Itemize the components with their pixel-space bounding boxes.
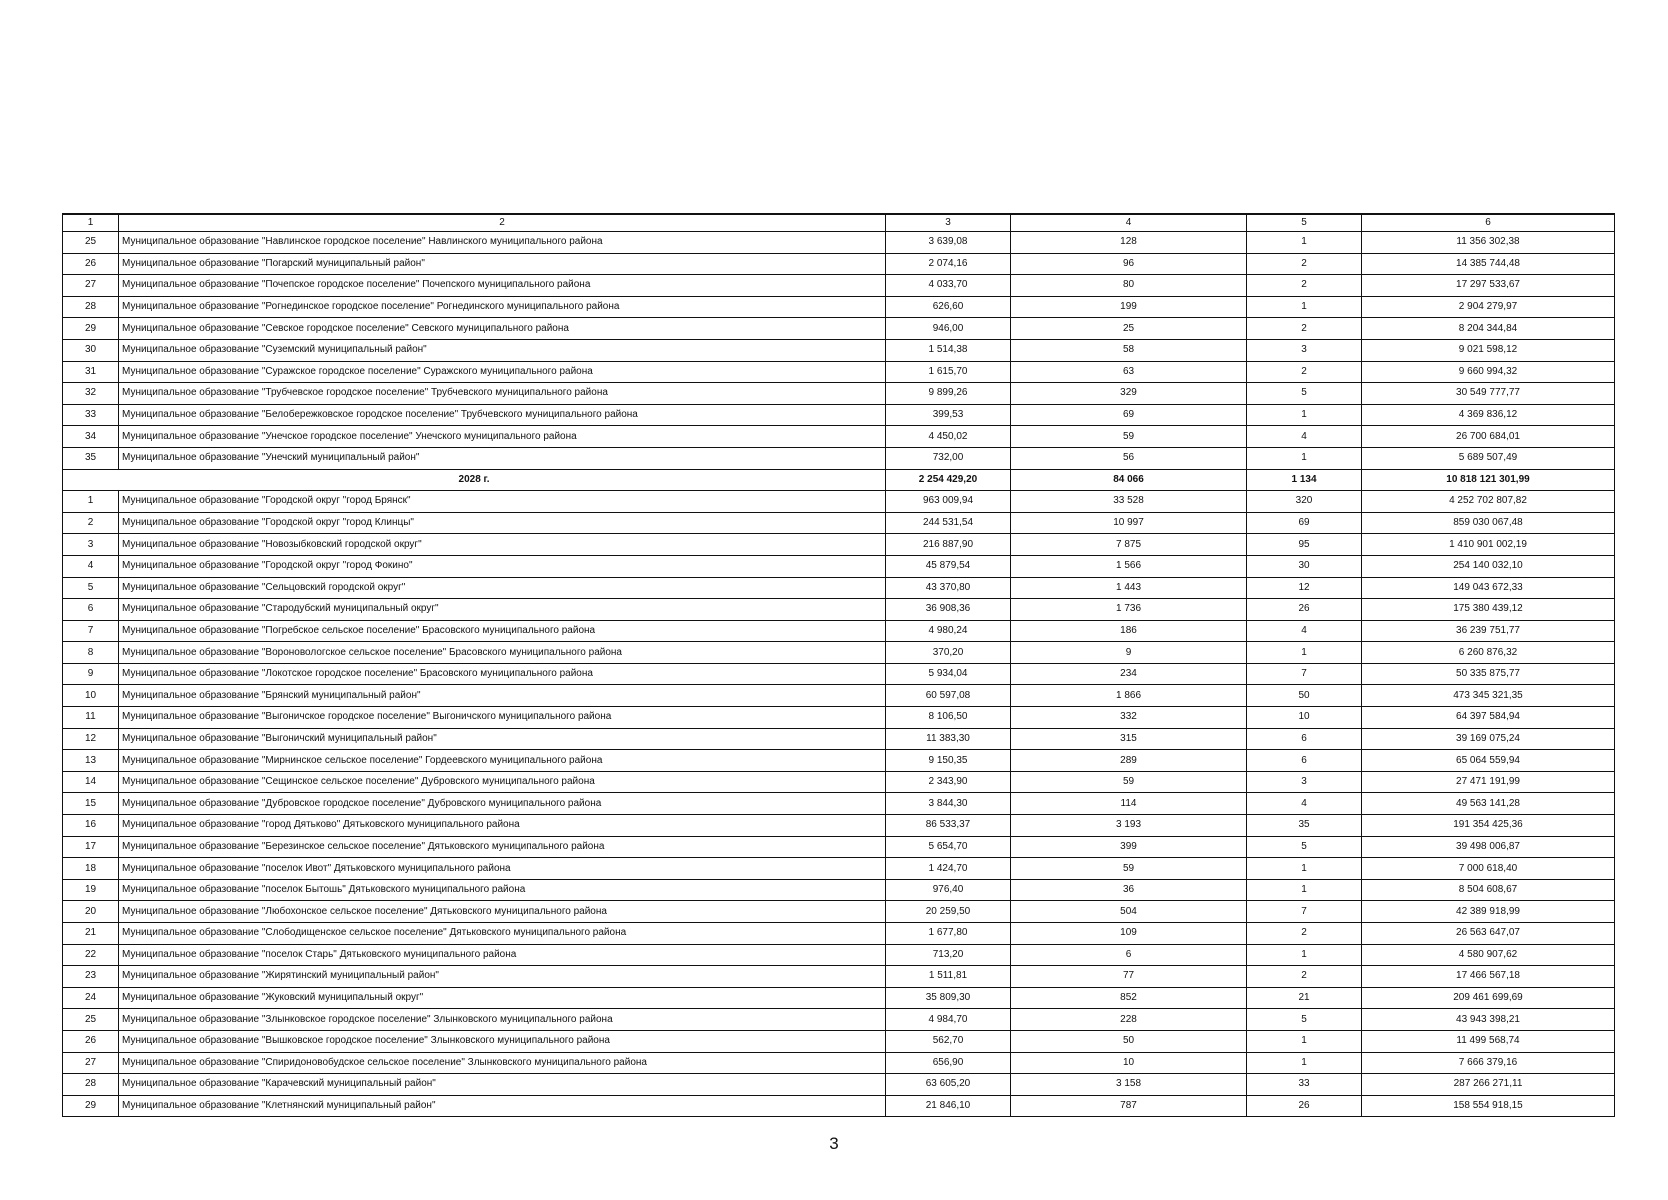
- municipality-name: Муниципальное образование "Белобережковское городское поселение" Трубчевского муниципального района: [119, 404, 886, 426]
- houses-count: 35: [1247, 815, 1362, 837]
- houses-count: 50: [1247, 685, 1362, 707]
- people-count: 3 193: [1011, 815, 1247, 837]
- amount-value: 39 498 006,87: [1362, 836, 1615, 858]
- municipality-name: Муниципальное образование "Жуковский муниципальный округ": [119, 987, 886, 1009]
- municipality-name: Муниципальное образование "Погребское сельское поселение" Брасовского муниципального района: [119, 620, 886, 642]
- row-number: 10: [63, 685, 119, 707]
- table-row: [63, 232, 1615, 254]
- table-row: [63, 836, 1615, 858]
- row-number: 26: [63, 1030, 119, 1052]
- amount-value: 27 471 191,99: [1362, 771, 1615, 793]
- amount-value: 4 580 907,62: [1362, 944, 1615, 966]
- area-value: 399,53: [886, 404, 1011, 426]
- amount-value: 9 660 994,32: [1362, 361, 1615, 383]
- table-row: [63, 1095, 1615, 1117]
- houses-count: 4: [1247, 620, 1362, 642]
- row-number: 11: [63, 707, 119, 729]
- row-number: 7: [63, 620, 119, 642]
- area-value: 946,00: [886, 318, 1011, 340]
- column-header-4: 4: [1011, 214, 1247, 232]
- houses-count: 2: [1247, 923, 1362, 945]
- area-value: 2 074,16: [886, 253, 1011, 275]
- area-value: 9 899,26: [886, 383, 1011, 405]
- area-value: 5 934,04: [886, 663, 1011, 685]
- area-value: 45 879,54: [886, 555, 1011, 577]
- area-value: 4 980,24: [886, 620, 1011, 642]
- houses-count: 2: [1247, 253, 1362, 275]
- area-value: 1 615,70: [886, 361, 1011, 383]
- people-count: 1 443: [1011, 577, 1247, 599]
- people-count: 3 158: [1011, 1074, 1247, 1096]
- people-count: 59: [1011, 858, 1247, 880]
- municipality-name: Муниципальное образование "Выгоничский муниципальный район": [119, 728, 886, 750]
- column-header-6: 6: [1362, 214, 1615, 232]
- table-row: [63, 318, 1615, 340]
- houses-count: 1: [1247, 858, 1362, 880]
- municipality-name: Муниципальное образование "поселок Бытошь" Дятьковского муниципального района: [119, 879, 886, 901]
- row-number: 28: [63, 1074, 119, 1096]
- municipality-name: Муниципальное образование "Березинское сельское поселение" Дятьковского муниципального района: [119, 836, 886, 858]
- amount-value: 26 563 647,07: [1362, 923, 1615, 945]
- column-header-3: 3: [886, 214, 1011, 232]
- area-value: 713,20: [886, 944, 1011, 966]
- total-area: 2 254 429,20: [886, 469, 1011, 491]
- column-header-2: 2: [119, 214, 886, 232]
- people-count: 199: [1011, 296, 1247, 318]
- row-number: 28: [63, 296, 119, 318]
- page-number: 3: [829, 1134, 839, 1153]
- amount-value: 209 461 699,69: [1362, 987, 1615, 1009]
- municipality-name: Муниципальное образование "поселок Старь" Дятьковского муниципального района: [119, 944, 886, 966]
- row-number: 30: [63, 339, 119, 361]
- amount-value: 5 689 507,49: [1362, 447, 1615, 469]
- area-value: 8 106,50: [886, 707, 1011, 729]
- houses-count: 1: [1247, 1052, 1362, 1074]
- table-row: [63, 426, 1615, 448]
- people-count: 289: [1011, 750, 1247, 772]
- table-row: [63, 1074, 1615, 1096]
- municipality-name: Муниципальное образование "Рогнединское городское поселение" Рогнединского муниципального района: [119, 296, 886, 318]
- houses-count: 7: [1247, 901, 1362, 923]
- people-count: 1 736: [1011, 599, 1247, 621]
- table-row: [63, 771, 1615, 793]
- municipality-name: Муниципальное образование "Дубровское городское поселение" Дубровского муниципального района: [119, 793, 886, 815]
- table-row: [63, 599, 1615, 621]
- amount-value: 11 356 302,38: [1362, 232, 1615, 254]
- houses-count: 6: [1247, 728, 1362, 750]
- municipality-name: Муниципальное образование "Новозыбковский городской округ": [119, 534, 886, 556]
- people-count: 10: [1011, 1052, 1247, 1074]
- amount-value: 42 389 918,99: [1362, 901, 1615, 923]
- row-number: 35: [63, 447, 119, 469]
- table-row: [63, 815, 1615, 837]
- municipality-name: Муниципальное образование "Выгоничское городское поселение" Выгоничского муниципального района: [119, 707, 886, 729]
- people-count: 25: [1011, 318, 1247, 340]
- area-value: 4 984,70: [886, 1009, 1011, 1031]
- municipality-name: Муниципальное образование "Севское городское поселение" Севского муниципального района: [119, 318, 886, 340]
- area-value: 732,00: [886, 447, 1011, 469]
- area-value: 1 677,80: [886, 923, 1011, 945]
- row-number: 29: [63, 1095, 119, 1117]
- people-count: 36: [1011, 879, 1247, 901]
- amount-value: 65 064 559,94: [1362, 750, 1615, 772]
- row-number: 16: [63, 815, 119, 837]
- area-value: 562,70: [886, 1030, 1011, 1052]
- area-value: 370,20: [886, 642, 1011, 664]
- houses-count: 1: [1247, 296, 1362, 318]
- municipality-name: Муниципальное образование "Трубчевское городское поселение" Трубчевского муниципального района: [119, 383, 886, 405]
- table-row: [63, 1052, 1615, 1074]
- area-value: 36 908,36: [886, 599, 1011, 621]
- row-number: 25: [63, 232, 119, 254]
- table-row: [63, 966, 1615, 988]
- amount-value: 158 554 918,15: [1362, 1095, 1615, 1117]
- row-number: 33: [63, 404, 119, 426]
- table-row: [63, 944, 1615, 966]
- municipality-name: Муниципальное образование "город Дятьково" Дятьковского муниципального района: [119, 815, 886, 837]
- municipality-name: Муниципальное образование "Слободищенское сельское поселение" Дятьковского муниципального района: [119, 923, 886, 945]
- table-row: [63, 491, 1615, 513]
- municipality-name: Муниципальное образование "Суражское городское поселение" Суражского муниципального района: [119, 361, 886, 383]
- people-count: 63: [1011, 361, 1247, 383]
- row-number: 4: [63, 555, 119, 577]
- total-people: 84 066: [1011, 469, 1247, 491]
- area-value: 4 033,70: [886, 275, 1011, 297]
- table-row: [63, 339, 1615, 361]
- table-row: [63, 253, 1615, 275]
- people-count: 186: [1011, 620, 1247, 642]
- amount-value: 7 666 379,16: [1362, 1052, 1615, 1074]
- municipality-name: Муниципальное образование "Городской округ "город Брянск": [119, 491, 886, 513]
- amount-value: 6 260 876,32: [1362, 642, 1615, 664]
- row-number: 27: [63, 1052, 119, 1074]
- area-value: 43 370,80: [886, 577, 1011, 599]
- table-row: [63, 555, 1615, 577]
- amount-value: 473 345 321,35: [1362, 685, 1615, 707]
- row-number: 2: [63, 512, 119, 534]
- row-number: 27: [63, 275, 119, 297]
- houses-count: 26: [1247, 1095, 1362, 1117]
- row-number: 21: [63, 923, 119, 945]
- amount-value: 43 943 398,21: [1362, 1009, 1615, 1031]
- houses-count: 12: [1247, 577, 1362, 599]
- municipality-name: Муниципальное образование "поселок Ивот" Дятьковского муниципального района: [119, 858, 886, 880]
- people-count: 69: [1011, 404, 1247, 426]
- houses-count: 3: [1247, 339, 1362, 361]
- houses-count: 1: [1247, 642, 1362, 664]
- people-count: 77: [1011, 966, 1247, 988]
- houses-count: 10: [1247, 707, 1362, 729]
- amount-value: 26 700 684,01: [1362, 426, 1615, 448]
- area-value: 3 844,30: [886, 793, 1011, 815]
- table-row: [63, 577, 1615, 599]
- area-value: 20 259,50: [886, 901, 1011, 923]
- houses-count: 1: [1247, 879, 1362, 901]
- houses-count: 5: [1247, 1009, 1362, 1031]
- table-row: [63, 923, 1615, 945]
- people-count: 399: [1011, 836, 1247, 858]
- people-count: 7 875: [1011, 534, 1247, 556]
- amount-value: 149 043 672,33: [1362, 577, 1615, 599]
- row-number: 22: [63, 944, 119, 966]
- table-row: [63, 512, 1615, 534]
- municipality-name: Муниципальное образование "Сельцовский городской округ": [119, 577, 886, 599]
- area-value: 11 383,30: [886, 728, 1011, 750]
- amount-value: 191 354 425,36: [1362, 815, 1615, 837]
- row-number: 6: [63, 599, 119, 621]
- table-row: [63, 620, 1615, 642]
- amount-value: 30 549 777,77: [1362, 383, 1615, 405]
- area-value: 21 846,10: [886, 1095, 1011, 1117]
- table-row: [63, 750, 1615, 772]
- amount-value: 50 335 875,77: [1362, 663, 1615, 685]
- column-header-row: [63, 214, 1615, 232]
- municipality-name: Муниципальное образование "Карачевский муниципальный район": [119, 1074, 886, 1096]
- municipality-name: Муниципальное образование "Суземский муниципальный район": [119, 339, 886, 361]
- people-count: 10 997: [1011, 512, 1247, 534]
- row-number: 25: [63, 1009, 119, 1031]
- table-row: [63, 685, 1615, 707]
- amount-value: 14 385 744,48: [1362, 253, 1615, 275]
- area-value: 976,40: [886, 879, 1011, 901]
- houses-count: 4: [1247, 426, 1362, 448]
- municipality-name: Муниципальное образование "Городской округ "город Клинцы": [119, 512, 886, 534]
- amount-value: 17 466 567,18: [1362, 966, 1615, 988]
- people-count: 50: [1011, 1030, 1247, 1052]
- year-label: 2028 г.: [63, 469, 886, 491]
- row-number: 1: [63, 491, 119, 513]
- people-count: 59: [1011, 771, 1247, 793]
- municipality-name: Муниципальное образование "Клетнянский муниципальный район": [119, 1095, 886, 1117]
- row-number: 5: [63, 577, 119, 599]
- amount-value: 64 397 584,94: [1362, 707, 1615, 729]
- amount-value: 8 504 608,67: [1362, 879, 1615, 901]
- row-number: 17: [63, 836, 119, 858]
- area-value: 244 531,54: [886, 512, 1011, 534]
- amount-value: 2 904 279,97: [1362, 296, 1615, 318]
- houses-count: 95: [1247, 534, 1362, 556]
- amount-value: 49 563 141,28: [1362, 793, 1615, 815]
- area-value: 2 343,90: [886, 771, 1011, 793]
- people-count: 56: [1011, 447, 1247, 469]
- people-count: 1 866: [1011, 685, 1247, 707]
- area-value: 216 887,90: [886, 534, 1011, 556]
- row-number: 8: [63, 642, 119, 664]
- row-number: 24: [63, 987, 119, 1009]
- municipality-name: Муниципальное образование "Спиридоновобудское сельское поселение" Злынковского муниципального района: [119, 1052, 886, 1074]
- row-number: 34: [63, 426, 119, 448]
- row-number: 12: [63, 728, 119, 750]
- total-houses: 1 134: [1247, 469, 1362, 491]
- people-count: 114: [1011, 793, 1247, 815]
- houses-count: 6: [1247, 750, 1362, 772]
- area-value: 35 809,30: [886, 987, 1011, 1009]
- houses-count: 21: [1247, 987, 1362, 1009]
- area-value: 963 009,94: [886, 491, 1011, 513]
- table-row: [63, 383, 1615, 405]
- amount-value: 39 169 075,24: [1362, 728, 1615, 750]
- area-value: 1 424,70: [886, 858, 1011, 880]
- area-value: 4 450,02: [886, 426, 1011, 448]
- houses-count: 5: [1247, 836, 1362, 858]
- amount-value: 859 030 067,48: [1362, 512, 1615, 534]
- houses-count: 2: [1247, 275, 1362, 297]
- area-value: 5 654,70: [886, 836, 1011, 858]
- total-amount: 10 818 121 301,99: [1362, 469, 1615, 491]
- amount-value: 7 000 618,40: [1362, 858, 1615, 880]
- municipality-name: Муниципальное образование "Вороновологское сельское поселение" Брасовского муниципального района: [119, 642, 886, 664]
- houses-count: 5: [1247, 383, 1362, 405]
- table-row: [63, 707, 1615, 729]
- houses-count: 26: [1247, 599, 1362, 621]
- amount-value: 4 252 702 807,82: [1362, 491, 1615, 513]
- municipality-name: Муниципальное образование "Унечский муниципальный район": [119, 447, 886, 469]
- people-count: 315: [1011, 728, 1247, 750]
- table-row: [63, 534, 1615, 556]
- municipality-name: Муниципальное образование "Любохонское сельское поселение" Дятьковского муниципального района: [119, 901, 886, 923]
- amount-value: 9 021 598,12: [1362, 339, 1615, 361]
- municipality-name: Муниципальное образование "Вышковское городское поселение" Злынковского муниципального района: [119, 1030, 886, 1052]
- table-row: [63, 901, 1615, 923]
- area-value: 656,90: [886, 1052, 1011, 1074]
- municipality-name: Муниципальное образование "Мирнинское сельское поселение" Гордеевского муниципального района: [119, 750, 886, 772]
- table-row: [63, 663, 1615, 685]
- amount-value: 287 266 271,11: [1362, 1074, 1615, 1096]
- row-number: 18: [63, 858, 119, 880]
- houses-count: 3: [1247, 771, 1362, 793]
- row-number: 26: [63, 253, 119, 275]
- table-row: [63, 361, 1615, 383]
- table-row: [63, 404, 1615, 426]
- municipality-name: Муниципальное образование "Сещинское сельское поселение" Дубровского муниципального района: [119, 771, 886, 793]
- houses-count: 7: [1247, 663, 1362, 685]
- area-value: 63 605,20: [886, 1074, 1011, 1096]
- houses-count: 2: [1247, 318, 1362, 340]
- amount-value: 4 369 836,12: [1362, 404, 1615, 426]
- municipality-name: Муниципальное образование "Навлинское городское поселение" Навлинского муниципального района: [119, 232, 886, 254]
- people-count: 9: [1011, 642, 1247, 664]
- table-row: [63, 858, 1615, 880]
- municipality-name: Муниципальное образование "Жирятинский муниципальный район": [119, 966, 886, 988]
- table-row: [63, 642, 1615, 664]
- table-row: [63, 447, 1615, 469]
- area-value: 9 150,35: [886, 750, 1011, 772]
- row-number: 15: [63, 793, 119, 815]
- houses-count: 4: [1247, 793, 1362, 815]
- people-count: 228: [1011, 1009, 1247, 1031]
- amount-value: 1 410 901 002,19: [1362, 534, 1615, 556]
- amount-value: 17 297 533,67: [1362, 275, 1615, 297]
- municipality-name: Муниципальное образование "Городской округ "город Фокино": [119, 555, 886, 577]
- row-number: 20: [63, 901, 119, 923]
- people-count: 33 528: [1011, 491, 1247, 513]
- houses-count: 30: [1247, 555, 1362, 577]
- row-number: 29: [63, 318, 119, 340]
- area-value: 1 514,38: [886, 339, 1011, 361]
- row-number: 13: [63, 750, 119, 772]
- houses-count: 33: [1247, 1074, 1362, 1096]
- houses-count: 1: [1247, 447, 1362, 469]
- row-number: 3: [63, 534, 119, 556]
- amount-value: 8 204 344,84: [1362, 318, 1615, 340]
- houses-count: 1: [1247, 944, 1362, 966]
- municipality-name: Муниципальное образование "Брянский муниципальный район": [119, 685, 886, 707]
- people-count: 332: [1011, 707, 1247, 729]
- area-value: 86 533,37: [886, 815, 1011, 837]
- houses-count: 1: [1247, 1030, 1362, 1052]
- table-body: [63, 214, 1615, 1117]
- houses-count: 69: [1247, 512, 1362, 534]
- houses-count: 2: [1247, 966, 1362, 988]
- municipality-name: Муниципальное образование "Злынковское городское поселение" Злынковского муниципального района: [119, 1009, 886, 1031]
- municipality-name: Муниципальное образование "Локотское городское поселение" Брасовского муниципального района: [119, 663, 886, 685]
- people-count: 6: [1011, 944, 1247, 966]
- area-value: 60 597,08: [886, 685, 1011, 707]
- people-count: 329: [1011, 383, 1247, 405]
- houses-count: 1: [1247, 404, 1362, 426]
- people-count: 1 566: [1011, 555, 1247, 577]
- row-number: 14: [63, 771, 119, 793]
- people-count: 504: [1011, 901, 1247, 923]
- data-table: [62, 213, 1615, 1117]
- row-number: 31: [63, 361, 119, 383]
- people-count: 128: [1011, 232, 1247, 254]
- amount-value: 175 380 439,12: [1362, 599, 1615, 621]
- column-header-1: 1: [63, 214, 119, 232]
- amount-value: 254 140 032,10: [1362, 555, 1615, 577]
- people-count: 59: [1011, 426, 1247, 448]
- table-row: [63, 1009, 1615, 1031]
- table-row: [63, 879, 1615, 901]
- people-count: 109: [1011, 923, 1247, 945]
- houses-count: 2: [1247, 361, 1362, 383]
- people-count: 96: [1011, 253, 1247, 275]
- area-value: 1 511,81: [886, 966, 1011, 988]
- area-value: 3 639,08: [886, 232, 1011, 254]
- table-row: [63, 793, 1615, 815]
- row-number: 23: [63, 966, 119, 988]
- table-row: [63, 275, 1615, 297]
- amount-value: 11 499 568,74: [1362, 1030, 1615, 1052]
- column-header-5: 5: [1247, 214, 1362, 232]
- year-total-row: [63, 469, 1615, 491]
- row-number: 9: [63, 663, 119, 685]
- table-row: [63, 728, 1615, 750]
- people-count: 58: [1011, 339, 1247, 361]
- houses-count: 1: [1247, 232, 1362, 254]
- table-row: [63, 987, 1615, 1009]
- table-row: [63, 1030, 1615, 1052]
- municipality-name: Муниципальное образование "Погарский муниципальный район": [119, 253, 886, 275]
- municipality-name: Муниципальное образование "Унечское городское поселение" Унечского муниципального района: [119, 426, 886, 448]
- people-count: 234: [1011, 663, 1247, 685]
- municipality-name: Муниципальное образование "Почепское городское поселение" Почепского муниципального района: [119, 275, 886, 297]
- table-row: [63, 296, 1615, 318]
- houses-count: 320: [1247, 491, 1362, 513]
- area-value: 626,60: [886, 296, 1011, 318]
- people-count: 787: [1011, 1095, 1247, 1117]
- people-count: 852: [1011, 987, 1247, 1009]
- row-number: 19: [63, 879, 119, 901]
- amount-value: 36 239 751,77: [1362, 620, 1615, 642]
- row-number: 32: [63, 383, 119, 405]
- people-count: 80: [1011, 275, 1247, 297]
- municipality-name: Муниципальное образование "Стародубский муниципальный округ": [119, 599, 886, 621]
